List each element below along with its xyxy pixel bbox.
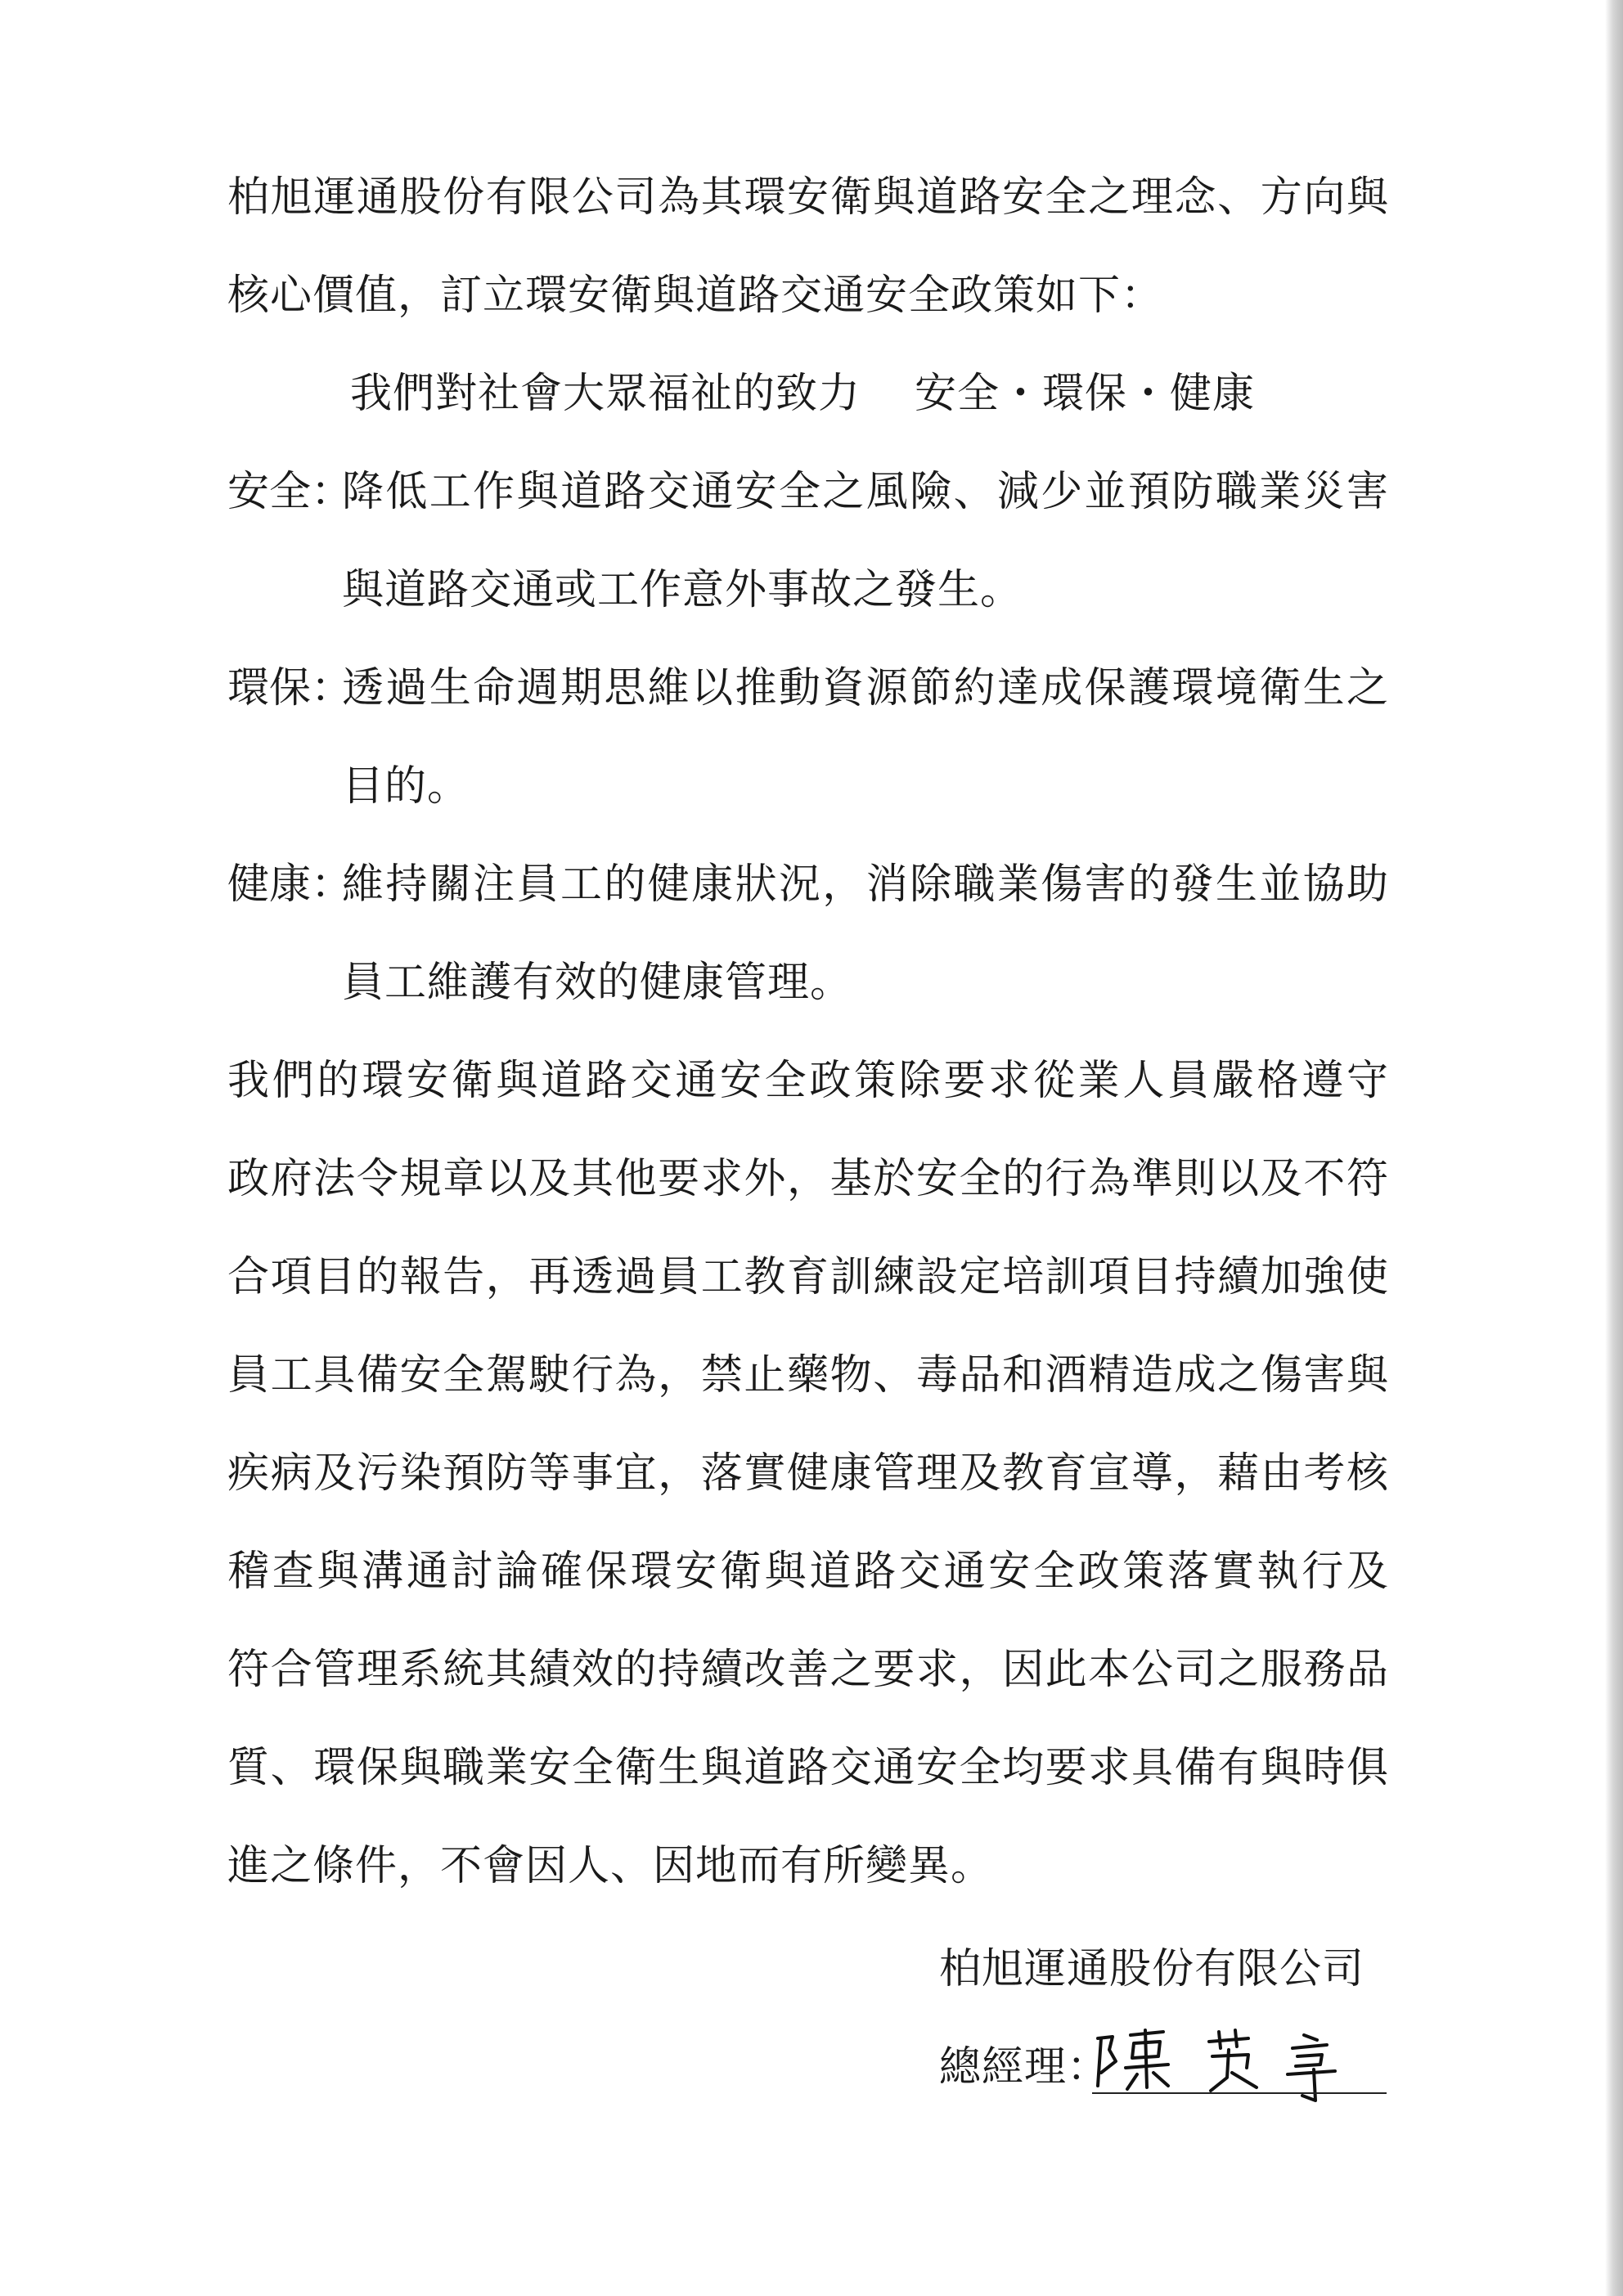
policy-motto (350, 370, 1266, 419)
body-line-6: 稽查與溝通討論確保環安衛與道路交通安全政策落實執行及 (227, 1548, 1389, 1596)
intro-line-2: 核心價值，訂立環安衛與道路交通安全政策如下： (227, 272, 1164, 320)
motto-pillars: 安全・環保・健康 (915, 370, 1256, 418)
page-edge-shadow (1605, 0, 1623, 2296)
item-text-environment-1: 透過生命週期思維以推動資源節約達成保護環境衛生之 (342, 664, 1389, 712)
general-manager-label: 總經理： (939, 2043, 1110, 2092)
body-line-7: 符合管理系統其績效的持續改善之要求，因此本公司之服務品 (227, 1646, 1389, 1694)
item-text-environment-2: 目的。 (342, 762, 470, 811)
body-line-4: 員工具備安全駕駛行為，禁止藥物、毒品和酒精造成之傷害與 (227, 1351, 1389, 1400)
item-label-environment: 環保： (227, 664, 353, 712)
policy-item-health (227, 860, 1389, 910)
body-line-3: 合項目的報告，再透過員工教育訓練設定培訓項目持續加強使 (227, 1253, 1389, 1301)
body-line-2: 政府法令規章以及其他要求外，基於安全的行為準則以及不符 (227, 1155, 1389, 1203)
handwritten-signature (1088, 2020, 1391, 2102)
signature-line (1092, 2092, 1387, 2094)
body-line-1: 我們的環安衛與道路交通安全政策除要求從業人員嚴格遵守 (227, 1057, 1389, 1105)
body-line-8: 質、環保與職業安全衛生與道路交通安全均要求具備有與時俱 (227, 1744, 1389, 1792)
item-text-safety-2: 與道路交通或工作意外事故之發生。 (342, 566, 1023, 614)
item-text-safety-1: 降低工作與道路交通安全之風險、減少並預防職業災害 (342, 468, 1389, 516)
item-label-safety: 安全： (227, 468, 353, 516)
item-text-health-2: 員工維護有效的健康管理。 (342, 959, 853, 1007)
item-text-health-1: 維持關注員工的健康狀況，消除職業傷害的發生並協助 (342, 860, 1389, 909)
body-line-9: 進之條件，不會因人、因地而有所變異。 (227, 1842, 994, 1890)
body-line-5: 疾病及污染預防等事宜，落實健康管理及教育宣導，藉由考核 (227, 1449, 1389, 1498)
policy-item-safety (227, 468, 1389, 517)
motto-commitment: 我們對社會大眾福祉的致力 (350, 370, 861, 418)
company-name-signoff: 柏旭運通股份有限公司 (939, 1945, 1365, 1993)
item-label-health: 健康： (227, 860, 353, 909)
policy-item-environment (227, 664, 1389, 713)
intro-line-1: 柏旭運通股份有限公司為其環安衛與道路安全之理念、方向與 (227, 173, 1389, 222)
